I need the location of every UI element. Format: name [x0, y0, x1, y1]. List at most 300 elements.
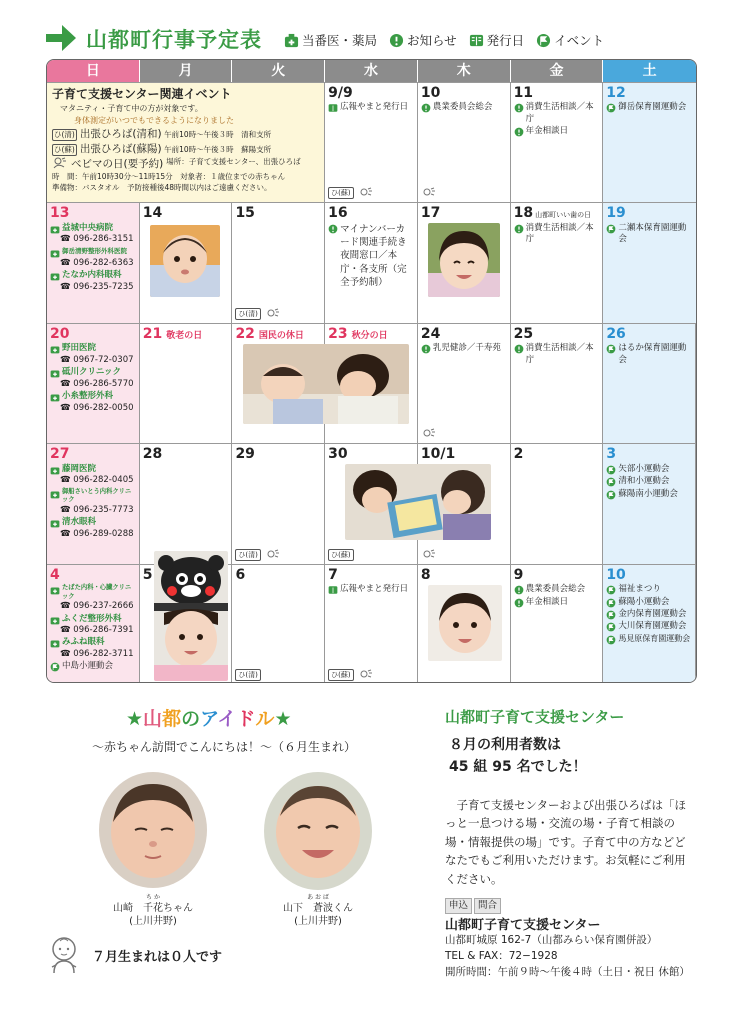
- baby-icon: [358, 187, 374, 199]
- day-cell[interactable]: [325, 83, 418, 202]
- flag-icon: [606, 344, 616, 354]
- day-number: 13: [50, 205, 70, 222]
- legend-notice-label: お知らせ: [407, 33, 457, 48]
- dow-tue: 火: [232, 60, 325, 82]
- day-number: 10: [420, 85, 441, 101]
- duty-hospital: [50, 488, 136, 505]
- hospital-icon: [50, 224, 60, 234]
- hospital-name: 御岳清野整形外科医院: [62, 246, 127, 255]
- phone-text: 096-237-2666: [73, 601, 134, 612]
- event-item: [606, 102, 693, 113]
- hospital-icon: [50, 344, 60, 354]
- day-cell[interactable]: [603, 203, 696, 322]
- contact-tel: TEL & FAX：72−1928: [445, 949, 558, 962]
- day-number: 9/9: [328, 85, 353, 101]
- contact-details: [445, 933, 690, 980]
- duty-hospital: [50, 223, 136, 234]
- event-item: [328, 102, 414, 113]
- event-text: はるか保育園運動会: [618, 343, 687, 365]
- hospital-icon: [50, 392, 60, 402]
- day-cell[interactable]: [47, 203, 140, 322]
- hospital-icon: [50, 465, 60, 475]
- phone-text: 096-286-7391: [73, 624, 134, 635]
- baby-icon: [421, 549, 437, 561]
- notice-icon: [389, 33, 404, 48]
- support-events-note: 身体測定がいつでもできるようになりました: [74, 115, 234, 125]
- flag-icon: [606, 585, 616, 595]
- soyo-label: 出張ひろば(蘇陽): [79, 142, 162, 155]
- baby-icon: [265, 549, 281, 561]
- event-text: 矢部小運動会: [618, 463, 670, 474]
- week-row: [47, 202, 696, 322]
- flag-icon: [606, 477, 616, 487]
- event-item: [514, 597, 600, 608]
- idol-subtitle: 〜赤ちゃん訪問でこんにちは！〜（６月生まれ）: [92, 740, 357, 754]
- event-item: [606, 597, 692, 608]
- baby-area-text: (上川井野): [294, 915, 342, 927]
- day-number: 19: [606, 205, 626, 222]
- day-cell[interactable]: [232, 203, 325, 322]
- baby-name-2: [270, 894, 366, 928]
- phone-text: 096-235-7773: [73, 504, 134, 515]
- event-text: 年金相談日: [525, 126, 569, 137]
- notice-icon: [514, 344, 524, 354]
- idol-title-char: ル: [255, 708, 275, 730]
- phone-text: 096-289-0288: [73, 528, 134, 539]
- day-cell[interactable]: [511, 324, 604, 443]
- soyo-mark: ひ(蘇): [328, 669, 353, 681]
- day-cell[interactable]: [47, 565, 140, 683]
- event-text: 馬見原保育園運動会: [618, 633, 691, 643]
- kiyowa-mark: ひ(清): [235, 549, 260, 561]
- dow-thu: 木: [418, 60, 511, 82]
- star-icon: ★: [126, 708, 144, 730]
- hospital-icon: [50, 368, 60, 378]
- day-cell[interactable]: [325, 565, 418, 683]
- idol-title-char: ア: [200, 708, 218, 730]
- duty-hospital: [50, 637, 136, 648]
- phone-number: ☎ 096-286-7391: [60, 624, 134, 635]
- notice-icon: [514, 585, 524, 595]
- day-cell[interactable]: [603, 444, 696, 563]
- baby-portrait-2: [264, 772, 372, 890]
- phone-number: ☎ 096-289-0288: [60, 528, 134, 539]
- flag-icon: [536, 33, 551, 48]
- legend-issue: [469, 31, 525, 49]
- event-item: [328, 223, 414, 289]
- page-title: 山都町行事予定表: [86, 28, 262, 52]
- day-number: 26: [606, 325, 626, 342]
- phone-number: ☎ 096-282-0405: [60, 475, 134, 486]
- duty-hospital: [50, 367, 136, 378]
- baby-icon: [265, 308, 281, 320]
- day-cell[interactable]: [511, 203, 604, 322]
- inquiry-tag: 問合: [474, 898, 501, 914]
- event-text: 広報やまと発行日: [340, 102, 409, 113]
- event-item: [606, 223, 693, 246]
- center-users: [449, 735, 587, 778]
- flag-icon: [50, 662, 60, 672]
- day-number: 22: [235, 325, 255, 342]
- babies-photo: [243, 344, 409, 424]
- day-number: 28: [142, 446, 163, 463]
- hospital-name: 益城中央病院: [62, 222, 114, 233]
- kiyowa-label: 出張ひろば(清和): [79, 127, 162, 140]
- event-text: 消費生活相談／本庁: [525, 343, 594, 365]
- day-cell[interactable]: [511, 444, 604, 563]
- contact-hours: 開所時間：午前９時〜午後４時（土日・祝日 休館）: [445, 965, 690, 978]
- notice-icon: [421, 103, 431, 113]
- baby-icon: [358, 669, 374, 681]
- contact-address: 山都町城原 162-7（山都みらい保育園併設）: [445, 934, 658, 946]
- hospital-name: 小糸整形外科: [62, 391, 114, 402]
- bebima-title: ベビマの日(要予約): [71, 158, 164, 171]
- bear-hat-photo: [154, 551, 228, 681]
- hospital-name: 御船さいとう内科クリニック: [62, 487, 132, 504]
- hospital-name: 清水眼科: [62, 517, 97, 528]
- legend-event-label: イベント: [554, 33, 605, 48]
- day-number: 7: [328, 566, 338, 583]
- baby-icon: [46, 935, 82, 975]
- phone-number: ☎ 096-235-7235: [60, 281, 134, 292]
- day-cell[interactable]: [603, 565, 696, 683]
- support-events-title: 子育て支援センター関連イベント: [52, 87, 232, 101]
- legend-notice: [389, 31, 457, 49]
- phone-number: ☎ 096-235-7773: [60, 504, 134, 515]
- hospital-name: 藤岡医院: [62, 463, 97, 474]
- day-cell[interactable]: [511, 83, 604, 202]
- flag-icon: [606, 622, 616, 632]
- star-icon: ★: [274, 708, 292, 730]
- support-item-kiyowa: [52, 127, 319, 142]
- baby-area-text: (上川井野): [129, 915, 177, 927]
- center-users-line1: ８月の利用者数は: [449, 737, 561, 753]
- hospital-icon: [50, 638, 60, 648]
- day-number: 10/1: [420, 446, 456, 463]
- day-number: 4: [50, 566, 60, 583]
- support-item-soyo: [52, 142, 319, 157]
- duty-hospital: [50, 270, 136, 281]
- day-cell[interactable]: [603, 83, 696, 202]
- phone-text: 096-282-6363: [73, 257, 134, 268]
- day-number: 8: [420, 566, 431, 583]
- phone-text: 096-282-0050: [73, 402, 134, 413]
- hospital-name: たなか内科眼科: [62, 270, 122, 281]
- phone-number: ☎ 096-237-2666: [60, 601, 134, 612]
- header: [44, 18, 704, 58]
- flag-icon: [606, 224, 616, 234]
- flag-icon: [606, 465, 616, 475]
- day-number: 10: [606, 566, 626, 583]
- event-item: [514, 584, 600, 595]
- duty-hospital: [50, 391, 136, 402]
- day-cell[interactable]: [418, 324, 511, 443]
- event-text: 広報やまと発行日: [340, 584, 409, 595]
- flag-icon: [606, 610, 616, 620]
- bebima-items: 準備物：バスタオル 予防接種後48時間以内はご遠慮ください。: [52, 183, 272, 193]
- soyo-tag: ひ(蘇): [54, 144, 75, 154]
- day-number: 5: [142, 566, 153, 583]
- notice-icon: [421, 344, 431, 354]
- flag-icon: [606, 490, 616, 500]
- idol-title: [126, 704, 291, 731]
- day-number: 12: [606, 85, 626, 101]
- day-number: 3: [606, 446, 617, 463]
- contact-name: 山都町子育て支援センター: [445, 918, 601, 933]
- baby-portrait-1: [99, 772, 207, 888]
- day-number: 15: [235, 205, 255, 222]
- event-text: 蘇陽南小運動会: [618, 488, 678, 499]
- event-item: [606, 343, 692, 366]
- duty-hospital: [50, 517, 136, 528]
- dow-wed: 水: [325, 60, 418, 82]
- tooth-day-label: 山都町いい歯の日: [535, 211, 592, 220]
- event-item: [514, 223, 600, 246]
- event-item: [606, 476, 692, 487]
- hospital-icon: [284, 33, 299, 48]
- day-cell[interactable]: [418, 565, 511, 683]
- book-icon: [469, 33, 484, 48]
- phone-text: 0967-72-0307: [73, 354, 134, 365]
- event-text: 年金相談日: [525, 596, 569, 607]
- day-cell[interactable]: [325, 203, 418, 322]
- hospital-icon: [50, 518, 60, 528]
- center-title: 山都町子育て支援センター: [445, 708, 625, 726]
- event-text: 清和小運動会: [618, 476, 670, 487]
- notice-icon: [514, 127, 524, 137]
- baby-photo: [150, 225, 220, 297]
- idol-title-char: の: [181, 708, 201, 730]
- hospital-icon: [50, 615, 60, 625]
- event-text: 金内保育園運動会: [618, 608, 687, 619]
- baby-icon: [52, 157, 68, 169]
- baby-name-text: 山崎 千花ちゃん: [113, 902, 193, 914]
- flag-icon: [606, 598, 616, 608]
- day-cell[interactable]: [232, 565, 325, 683]
- bebima-row: [52, 157, 319, 172]
- baby-name-ruby: ち か: [146, 894, 160, 901]
- center-description: 子育て支援センターおよび出張ひろばは「ほっと一息つける場・交流の場・子育て相談の場・情報提供の場」です。子育て中の方などどなたでもご利用いただけます。お気軽にご利用ください。: [445, 798, 687, 886]
- day-cell[interactable]: [511, 565, 604, 683]
- cell-marks: [421, 187, 437, 199]
- event-item: [514, 343, 600, 366]
- event-text: 乳児健診／千寿苑: [432, 343, 501, 354]
- event-text: 消費生活相談／本庁: [525, 102, 594, 124]
- event-text: 蘇陽小運動会: [618, 596, 670, 607]
- july-births-text: ７月生まれは０人です: [92, 950, 223, 965]
- phone-text: 096-286-5770: [73, 378, 134, 389]
- dow-sat: 土: [603, 60, 696, 82]
- phone-text: 096-282-0405: [73, 475, 134, 486]
- event-text: マイナンバーカード関連手続き夜間窓口／本庁・各支所（完全予約制）: [340, 223, 407, 289]
- holiday-label: 国民の休日: [258, 330, 304, 341]
- day-cell[interactable]: [603, 324, 696, 443]
- kiyowa-time: 午前10時〜午後３時 清和支所: [164, 129, 272, 139]
- hospital-name: 砥川クリニック: [62, 367, 121, 378]
- event-item: [606, 609, 692, 620]
- event-text: 福祉まつり: [618, 584, 661, 595]
- contact-tags: [445, 898, 501, 914]
- phone-number: ☎ 096-286-5770: [60, 378, 134, 389]
- reading-photo: [345, 464, 491, 540]
- notice-icon: [514, 224, 524, 234]
- day-number: 2: [513, 446, 524, 463]
- baby-icon: [421, 428, 437, 440]
- day-cell[interactable]: [232, 444, 325, 563]
- dow-fri: 金: [511, 60, 604, 82]
- day-number: 25: [513, 325, 534, 342]
- day-number: 14: [142, 205, 163, 222]
- soyo-time: 午前10時〜午後３時 蘇陽支所: [164, 144, 272, 154]
- day-cell[interactable]: [140, 203, 233, 322]
- event-item: [606, 621, 692, 632]
- book-icon: [328, 103, 338, 113]
- cell-marks: [421, 428, 437, 440]
- baby-name-text: 山下 蒼波くん: [283, 902, 353, 914]
- hospital-name: 野田医院: [62, 343, 97, 354]
- phone-number: ☎ 096-286-3151: [60, 234, 134, 245]
- week-row: [47, 443, 696, 563]
- kiyowa-mark: ひ(清): [235, 308, 260, 320]
- duty-hospital: [50, 343, 136, 354]
- legend: [284, 31, 604, 49]
- day-number: 11: [513, 85, 534, 101]
- week-row: [47, 82, 696, 202]
- day-cell[interactable]: [47, 324, 140, 443]
- event-item: [421, 102, 507, 113]
- event-item: [606, 584, 692, 595]
- arrow-right-icon: [44, 22, 78, 54]
- hospital-name: ふくだ整形外科: [62, 613, 122, 624]
- hospital-icon: [50, 585, 60, 595]
- cell-marks: [328, 187, 373, 199]
- holiday-label: 敬老の日: [166, 330, 203, 341]
- bebima-place: 場所：子育て支援センター、出張ひろば: [166, 157, 301, 167]
- event-text: 農業委員会総会: [525, 584, 586, 595]
- day-number: 17: [420, 205, 441, 222]
- event-item: [606, 464, 692, 475]
- event-text: 二瀬本保育園運動会: [618, 222, 687, 245]
- weekday-header: [47, 60, 696, 82]
- event-text: 消費生活相談／本庁: [525, 222, 594, 245]
- flag-icon: [606, 635, 616, 645]
- duty-hospital: [50, 614, 136, 625]
- center-users-line2: 45 組 95 名でした！: [449, 758, 587, 775]
- book-icon: [328, 585, 338, 595]
- apply-tag: 申込: [445, 898, 472, 914]
- event-item: [606, 489, 692, 500]
- phone-text: 096-235-7235: [73, 281, 134, 292]
- cell-marks: [235, 308, 280, 320]
- day-cell[interactable]: [418, 83, 511, 202]
- notice-icon: [514, 103, 524, 113]
- event-item: [328, 584, 414, 595]
- day-number: 21: [142, 325, 163, 342]
- hospital-name: たばた内科・心臓クリニック: [62, 584, 132, 600]
- duty-hospital: [50, 584, 136, 601]
- phone-number: ☎ 096-282-6363: [60, 257, 134, 268]
- calendar: [46, 59, 697, 683]
- day-number: 18: [513, 205, 534, 222]
- day-number: 23: [328, 325, 348, 342]
- day-cell[interactable]: [140, 324, 233, 443]
- baby-name-1: [105, 894, 201, 928]
- hospital-icon: [50, 248, 60, 258]
- idol-title-char: ド: [236, 708, 256, 730]
- legend-doctor-label: 当番医・薬局: [302, 33, 378, 48]
- day-number: 30: [328, 446, 348, 463]
- event-text: 御岳保育園運動会: [618, 102, 687, 113]
- event-item: [514, 102, 600, 125]
- cell-marks: [235, 669, 260, 681]
- cell-marks: [328, 669, 373, 681]
- week-row: [47, 564, 696, 683]
- duty-hospital: [50, 464, 136, 475]
- kiyowa-mark: ひ(清): [235, 669, 260, 681]
- baby-photo: [428, 585, 502, 661]
- day-cell[interactable]: [140, 444, 233, 563]
- phone-text: 096-286-3151: [73, 234, 134, 245]
- notice-icon: [514, 598, 524, 608]
- legend-doctor: [284, 31, 377, 49]
- day-number: 6: [235, 566, 246, 583]
- event-item: [514, 126, 600, 137]
- holiday-label: 秋分の日: [351, 330, 388, 341]
- week-row: [47, 323, 696, 443]
- soyo-mark: ひ(蘇): [328, 187, 353, 199]
- phone-text: 096-282-3711: [73, 648, 134, 659]
- day-cell[interactable]: [418, 203, 511, 322]
- day-number: 9: [513, 566, 524, 583]
- day-number: 20: [50, 325, 70, 342]
- hospital-icon: [50, 271, 60, 281]
- phone-number: ☎ 0967-72-0307: [60, 354, 134, 365]
- event-text: 農業委員会総会: [432, 102, 493, 113]
- duty-hospital: [50, 247, 136, 258]
- event-item: [606, 634, 692, 645]
- cell-marks: [235, 549, 280, 561]
- event-item: [421, 343, 507, 354]
- event-item: [50, 661, 136, 672]
- legend-event: [536, 31, 604, 49]
- notice-icon: [328, 224, 338, 234]
- legend-issue-label: 発行日: [486, 33, 525, 48]
- day-cell[interactable]: [47, 444, 140, 563]
- day-number: 24: [420, 325, 441, 342]
- idol-title-char: イ: [217, 708, 237, 730]
- phone-number: ☎ 096-282-0050: [60, 402, 134, 413]
- cell-marks: [328, 549, 353, 561]
- soyo-mark: ひ(蘇): [328, 549, 353, 561]
- day-number: 16: [328, 205, 348, 222]
- baby-icon: [421, 187, 437, 199]
- idol-title-char: 山: [143, 708, 163, 730]
- idol-title-char: 都: [162, 708, 182, 730]
- support-center-events: [47, 83, 325, 202]
- bebima-time: 時 間：午前10時30分〜11時15分 対象者：１歳位までの赤ちゃん: [52, 172, 286, 182]
- dow-sun: 日: [47, 60, 140, 82]
- day-number: 27: [50, 446, 70, 463]
- event-text: 中島小運動会: [62, 661, 114, 672]
- phone-number: ☎ 096-282-3711: [60, 648, 134, 659]
- hospital-name: みふね眼科: [62, 637, 105, 648]
- cell-marks: [421, 549, 437, 561]
- hospital-icon: [50, 489, 60, 499]
- support-events-target: マタニティ・子育て中の方が対象です。: [60, 104, 203, 114]
- kiyowa-tag: ひ(清): [54, 129, 75, 139]
- baby-photo: [428, 223, 500, 297]
- dow-mon: 月: [140, 60, 233, 82]
